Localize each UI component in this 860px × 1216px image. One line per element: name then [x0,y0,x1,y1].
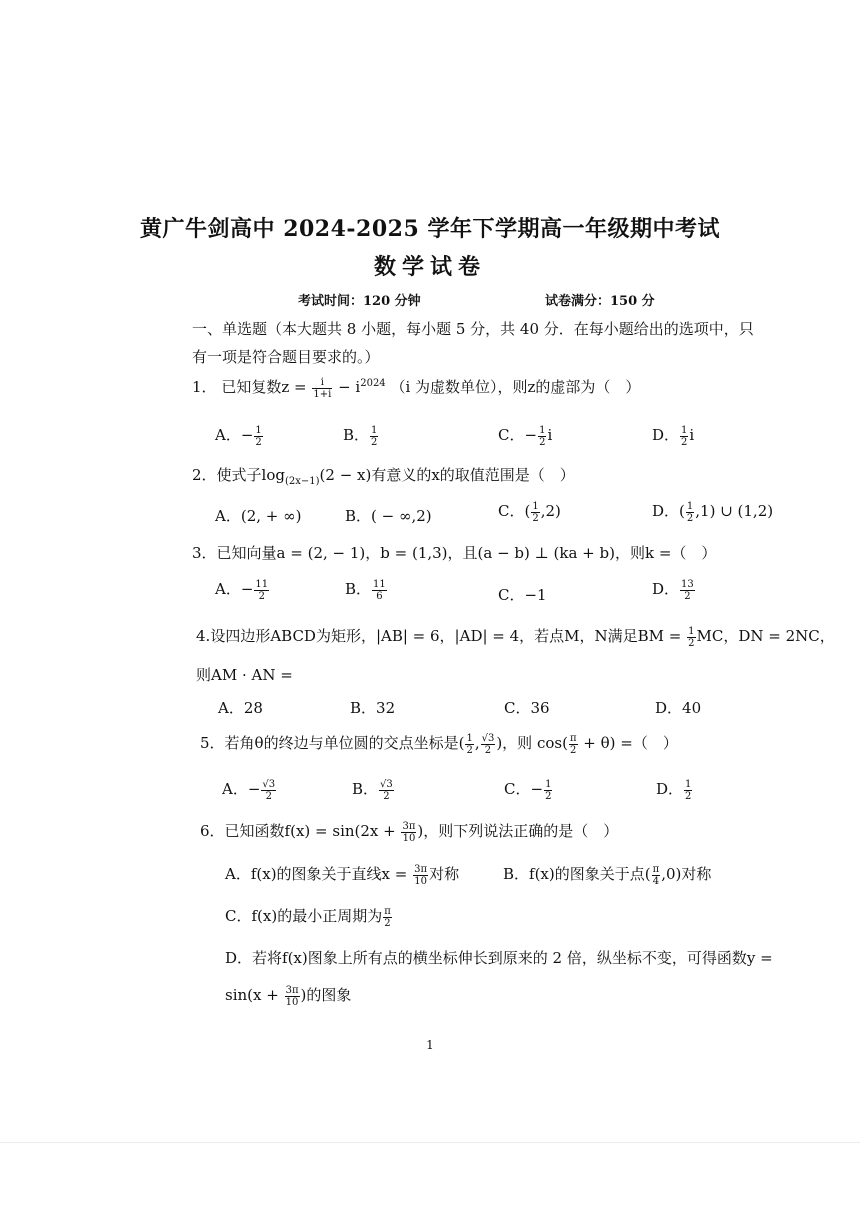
question-5: 5．若角θ的终边与单位圆的交点坐标是( $\frac{1}{2}$ , $\frac{√3}{2}$ )，则 cos( $\frac{\pi}{2}$ + θ) =（ ） [200,732,678,756]
question-3 [192,542,716,563]
q4-option-b: B．32 [350,699,396,717]
question-text: 若角θ的终边与单位圆的交点坐标是( [224,734,465,752]
q1-option-d: D． $\frac{1}{2}$ i [652,424,695,448]
q3-option-d: D． $\frac{13}{2}$ [652,578,694,602]
question-text: 已知复数z = [221,378,312,396]
question-number: 3． [192,544,217,562]
q6-option-d-line1: D．若将f(x)图象上所有点的横坐标伸长到原来的 2 倍，纵坐标不变，可得函数y = [225,949,773,967]
question-text: )，则下列说法正确的是（ ） [417,822,619,840]
page-number: 1 [426,1038,434,1052]
question-text: （i 为虚数单位），则z的虚部为（ ） [390,378,641,396]
q5-option-a: A．− $\frac{√3}{2}$ [222,778,276,802]
scan-edge-divider [0,1142,860,1143]
question-text: 已知向量a = (2, − 1)，b = (1,3)，且(a − b) ⊥ (ka + b)，则k =（ ） [216,544,717,562]
q6-option-c: C．f(x)的最小正周期为 $\frac{\pi}{2}$ [225,905,391,929]
q6-option-d-line2: sin(x + $\frac{3\pi}{10}$ )的图象 [225,984,352,1008]
q6-option-b: B．f(x)的图象关于点( $\frac{\pi}{4}$ ,0)对称 [503,863,712,887]
question-text: + θ) =（ ） [578,734,678,752]
question-text: 设四边形ABCD为矩形，|AB| = 6，|AD| = 4，若点M，N满足BM = [210,627,687,645]
q2-option-c: C．( $\frac{1}{2}$ ,2) [498,500,561,524]
q4-option-a: A．28 [218,699,263,717]
q4-option-d: D．40 [655,699,702,717]
full-score: 试卷满分：150 分 [545,294,655,309]
section-heading-line2: 有一项是符合题目要求的。） [192,348,380,366]
q2-option-b: B．( − ∞,2) [345,507,432,525]
exam-title: 黄广牛剑高中 2024-2025 学年下学期高一年级期中考试 [140,216,720,242]
question-2 [192,464,575,487]
q3-option-b: B． $\frac{11}{6}$ [345,578,386,602]
q2-option-a: A．(2, + ∞) [215,507,302,525]
q1-option-b: B． $\frac{1}{2}$ [343,424,378,448]
question-text: (2 − x)有意义的x的取值范围是（ ） [319,466,575,484]
q4-option-c: C．36 [504,699,550,717]
question-text: )，则 cos( [496,734,568,752]
q5-option-c: C．− $\frac{1}{2}$ [504,778,552,802]
question-text: − i [338,378,361,396]
q6-option-a: A．f(x)的图象关于直线x = $\frac{3\pi}{10}$ 对称 [225,863,460,887]
exam-time: 考试时间：120 分钟 [298,294,421,309]
question-6: 6．已知函数f(x) = sin(2x + $\frac{3\pi}{10}$ )，则下列说法正确的是（ ） [200,820,619,844]
q2-option-d: D．( $\frac{1}{2}$ ,1) ∪ (1,2) [652,500,774,524]
q1-option-a: A．− $\frac{1}{2}$ [215,424,262,448]
section-heading-line1: 一、单选题（本大题共 8 小题，每小题 5 分，共 40 分．在每小题给出的选项中，只 [192,320,754,338]
question-4: 4.设四边形ABCD为矩形，|AB| = 6，|AD| = 4，若点M，N满足BM = $\frac{1}{2}$ MC，DN = 2NC， [196,625,835,649]
question-number: 1． [192,378,217,396]
question-number: 5． [200,734,225,752]
q1-option-c: C．− $\frac{1}{2}$ i [498,424,553,448]
question-number: 4. [196,627,211,645]
exponent: 2024 [360,378,386,389]
fraction: $\frac{i}{1+i}$ [313,376,332,400]
question-4-line2: 则AM · AN = [196,666,293,684]
q5-option-d: D． $\frac{1}{2}$ [656,778,692,802]
q5-option-b: B． $\frac{√3}{2}$ [352,778,393,802]
q3-option-c: C．−1 [498,586,547,604]
question-number: 6． [200,822,225,840]
log-base: (2x−1) [284,476,320,487]
question-number: 2． [192,466,217,484]
question-text: 已知函数f(x) = sin(2x + [224,822,401,840]
question-text: MC，DN = 2NC， [696,627,835,645]
exam-subtitle: 数学试卷 [373,254,486,280]
question-1 [192,376,640,400]
q3-option-a: A．− $\frac{11}{2}$ [215,578,269,602]
question-text: 使式子log [216,466,285,484]
